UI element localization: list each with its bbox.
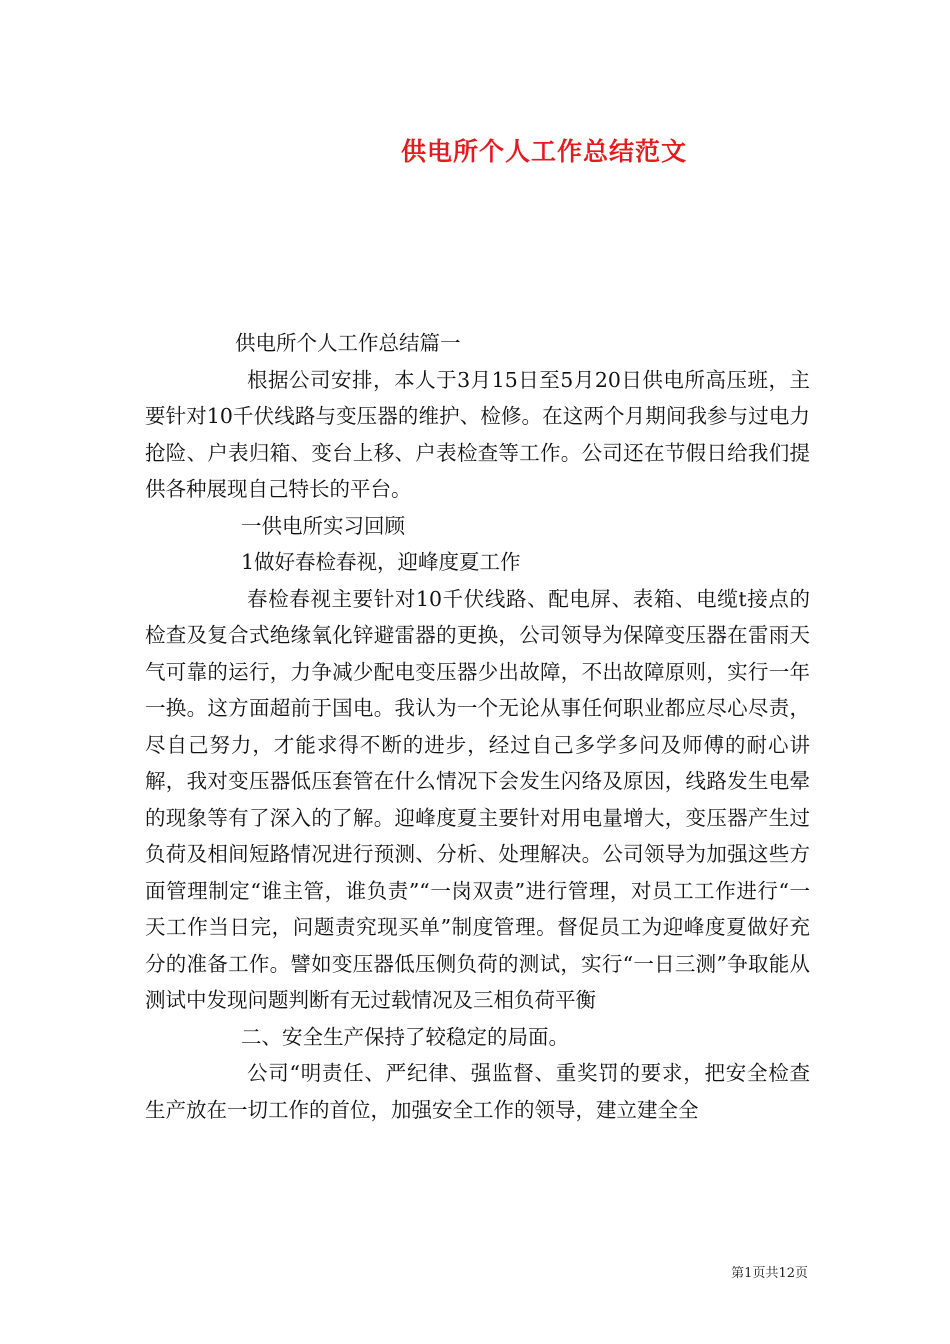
paragraph: 春检春视主要针对10千伏线路、配电屏、表箱、电缆t接点的检查及复合式绝缘氧化锌避雷器的更换，公司领导为保障变压器在雷雨天气可靠的运行，力争减少配电变压器少出故障，不出故障原则，实行一年一换。这方面超前于国电。我认为一个无论从事任何职业都应尽心尽责，尽自己努力，才能求得不断的进步，经过自己多学多问及师傅的耐心讲解，我对变压器低压套管在什么情况下会发生闪络及原因，线路发生电晕的现象等有了深入的了解。迎峰度夏主要针对用电量增大，变压器产生过负荷及相间短路情况进行预测、分析、处理解决。公司领导为加强这些方面管理制定“谁主管，谁负责”“一岗双责”进行管理，对员工工作进行“一天工作当日完，问题责究现买单”制度管理。督促员工为迎峰度夏做好充分的准备工作。譬如变压器低压侧负荷的测试，实行“一日三测”争取能从测试中发现问题判断有无过载情况及三相负荷平衡 [145, 586, 810, 1012]
subheading: 二、安全生产保持了较稳定的局面。 [241, 1024, 569, 1049]
paragraph: 公司“明责任、严纪律、强监督、重奖罚的要求，把安全检查生产放在一切工作的首位，加强安全工作的领导，建立建全全 [145, 1061, 810, 1122]
section-heading: 供电所个人工作总结篇一 [235, 331, 461, 355]
subheading: 1做好春检春视，迎峰度夏工作 [241, 550, 521, 574]
document-body [145, 325, 810, 1128]
paragraph: 根据公司安排，本人于3月15日至5月20日供电所高压班，主要针对10千伏线路与变压器的维护、检修。在这两个月期间我参与过电力抢险、户表归箱、变台上移、户表检查等工作。公司还在节假日给我们提供各种展现自己特长的平台。 [145, 367, 810, 501]
page-number: 第1页共12页 [731, 1266, 808, 1281]
subheading: 一供电所实习回顾 [241, 513, 405, 538]
document-title: 供电所个人工作总结范文 [400, 137, 687, 166]
